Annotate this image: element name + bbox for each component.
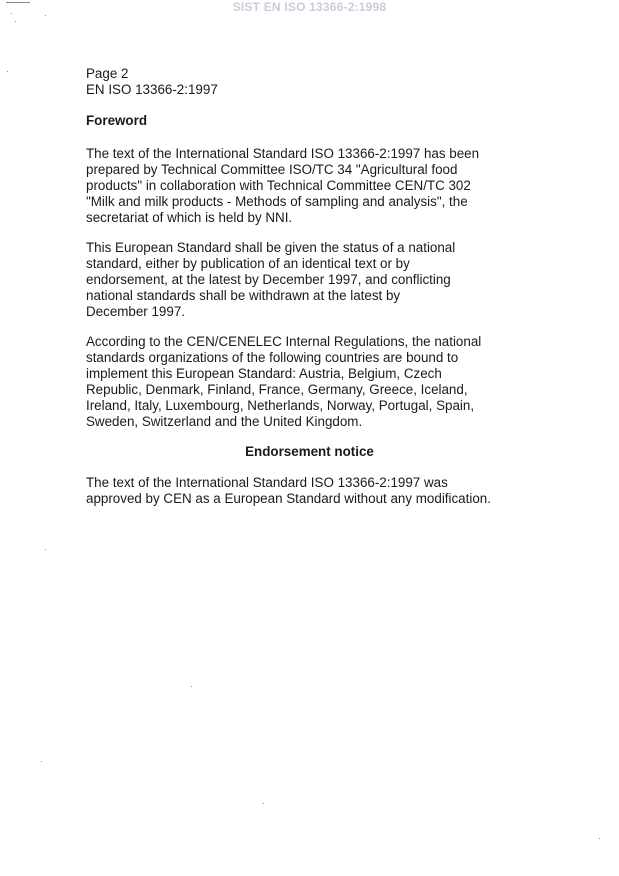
watermark: SIST EN ISO 13366-2:1998 [232, 0, 387, 14]
endorsement-heading: Endorsement notice [245, 444, 374, 459]
endorsement-paragraph [86, 475, 531, 507]
text-line: According to the CEN/CENELEC Internal Regulations, the national [86, 334, 482, 349]
page-header [86, 66, 218, 98]
text-line: The text of the International Standard ISO 13366-2:1997 was [86, 475, 448, 490]
text-line: implement this European Standard: Austria, Belgium, Czech [86, 366, 442, 381]
text-line: "Milk and milk products - Methods of sampling and analysis", the [86, 194, 468, 209]
text-line: approved by CEN as a European Standard without any modification. [86, 491, 491, 506]
page-number: Page 2 [86, 66, 129, 81]
scan-speck: · [10, 9, 13, 18]
text-line: endorsement, at the latest by December 1997, and conflicting [86, 272, 451, 287]
scan-speck: · [44, 11, 47, 20]
text-line: standards organizations of the following countries are bound to [86, 350, 459, 365]
text-line: Ireland, Italy, Luxembourg, Netherlands, Norway, Portugal, Spain, [86, 398, 475, 413]
foreword-paragraph-1 [86, 146, 531, 226]
scan-speck: · [14, 17, 17, 26]
text-line: Sweden, Switzerland and the United Kingdom. [86, 414, 363, 429]
text-line: This European Standard shall be given the status of a national [86, 240, 456, 255]
text-line: national standards shall be withdrawn at the latest by [86, 288, 401, 303]
text-line: standard, either by publication of an identical text or by [86, 256, 410, 271]
text-line: prepared by Technical Committee ISO/TC 34 "Agricultural food [86, 162, 458, 177]
foreword-heading: Foreword [86, 113, 148, 128]
scan-speck: · [40, 757, 43, 766]
scan-speck: · [6, 67, 9, 76]
foreword-paragraph-2 [86, 240, 531, 320]
document-reference: EN ISO 13366-2:1997 [86, 82, 218, 97]
text-line: Republic, Denmark, Finland, France, Germany, Greece, Iceland, [86, 382, 468, 397]
foreword-paragraph-3 [86, 334, 531, 430]
text-line: secretariat of which is held by NNI. [86, 210, 293, 225]
scan-speck: · [598, 834, 601, 843]
scan-speck: · [190, 682, 193, 691]
text-line: products" in collaboration with Technical Committee CEN/TC 302 [86, 178, 471, 193]
text-line: December 1997. [86, 304, 185, 319]
scan-speck: · [262, 799, 265, 808]
scan-speck: · [44, 545, 47, 554]
text-line: The text of the International Standard ISO 13366-2:1997 has been [86, 146, 480, 161]
